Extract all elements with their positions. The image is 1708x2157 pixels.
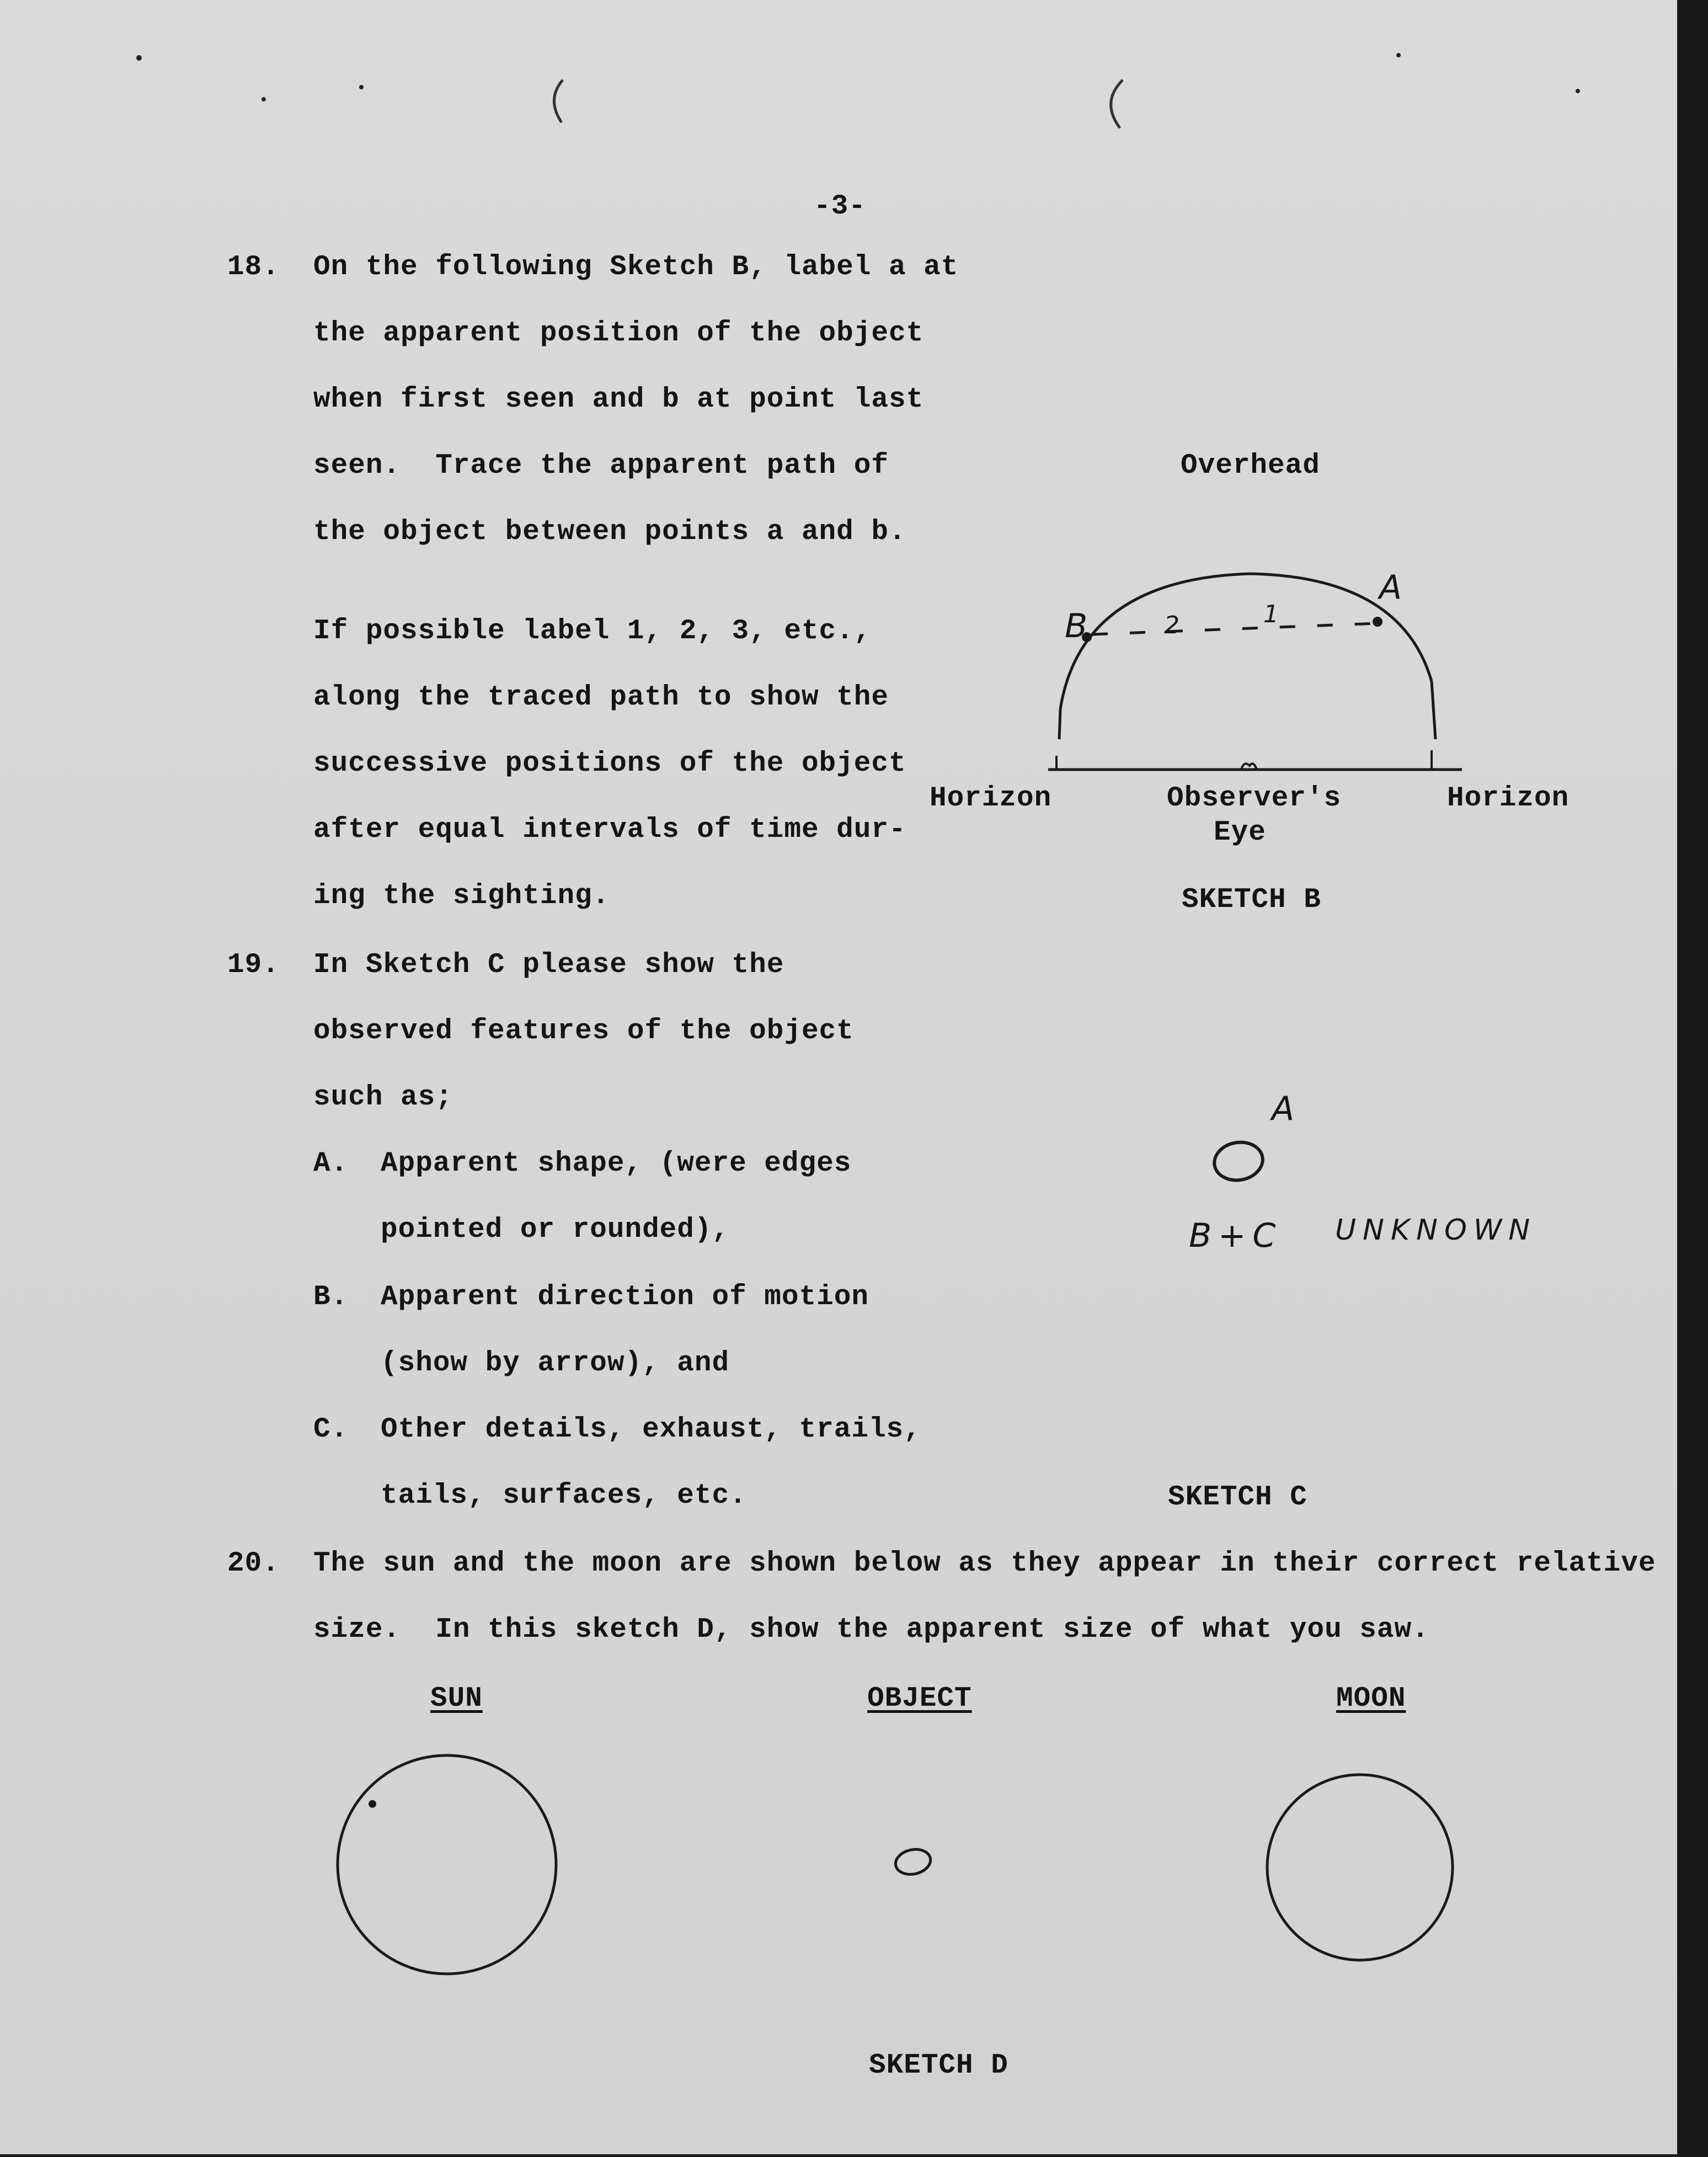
q18-para2-line-1: If possible label 1, 2, 3, etc., (313, 616, 872, 647)
q18-para2-line-2: along the traced path to show the (313, 682, 889, 713)
q18-line-4: seen. Trace the apparent path of (313, 450, 889, 482)
question-18-number: 18. (227, 252, 280, 283)
q19-item-b-letter: B. (313, 1282, 349, 1313)
q18-para2-line-4: after equal intervals of time dur- (313, 814, 906, 846)
page-number: -3- (814, 191, 866, 222)
sketch-b-hand-a: A (1379, 568, 1409, 607)
sketch-b-caption: SKETCH B (1182, 884, 1321, 916)
sketch-b-hand-1: 1 (1263, 600, 1285, 628)
moon-circle (1261, 1768, 1459, 1967)
q18-line-3: when first seen and b at point last (313, 384, 924, 415)
q20-line-2: size. In this sketch D, show the apparent size of what you saw. (313, 1614, 1429, 1646)
q19-item-c-letter: C. (313, 1414, 349, 1445)
scan-edge (1677, 0, 1708, 2157)
sketch-d-caption: SKETCH D (869, 2050, 1008, 2081)
q18-para2-line-5: ing the sighting. (313, 880, 610, 912)
object-path-dashed (1092, 623, 1376, 634)
point-a-dot (1373, 617, 1383, 627)
q19-line-3: such as; (313, 1082, 453, 1113)
q19-item-c-line-1: Other details, exhaust, trails, (381, 1414, 921, 1445)
sketch-c-hand-a: A (1272, 1090, 1301, 1128)
object-drawing-small (888, 1843, 938, 1881)
q19-item-b-line-2: (show by arrow), and (381, 1348, 730, 1379)
q19-line-1: In Sketch C please show the (313, 949, 784, 981)
q18-para2-line-3: successive positions of the object (313, 748, 906, 779)
sketch-c-hand-bc: B+C (1189, 1216, 1283, 1255)
q19-item-a-letter: A. (313, 1148, 349, 1179)
sketch-b-observer-label-eye: Eye (1214, 817, 1266, 848)
q18-line-5: the object between points a and b. (313, 516, 906, 548)
sketch-b-horizon-left: Horizon (930, 783, 1052, 814)
q20-line-1: The sun and the moon are shown below as they appear in their correct relative (313, 1548, 1656, 1579)
sketch-b-overhead-label: Overhead (1181, 450, 1320, 482)
sketch-c-object-drawing (1211, 1134, 1277, 1189)
q18-line-1: On the following Sketch B, label a at (313, 252, 959, 283)
q19-item-a-line-1: Apparent shape, (were edges (381, 1148, 852, 1179)
punch-hole-marks (0, 0, 1677, 165)
q19-item-a-line-2: pointed or rounded), (381, 1214, 730, 1246)
sketch-b-horizon-right: Horizon (1447, 783, 1570, 814)
q19-line-2: observed features of the object (313, 1016, 854, 1047)
sketch-c-hand-unknown: UNKNOWN (1335, 1214, 1537, 1247)
sky-dome-arc (1060, 574, 1432, 709)
question-19-number: 19. (227, 949, 280, 981)
question-20-number: 20. (227, 1548, 280, 1579)
q19-item-b-line-1: Apparent direction of motion (381, 1282, 869, 1313)
sketch-b-hand-2: 2 (1164, 611, 1186, 639)
sketch-c-caption: SKETCH C (1168, 1482, 1307, 1513)
q19-item-c-line-2: tails, surfaces, etc. (381, 1480, 747, 1512)
sketch-d-object-label: OBJECT (867, 1683, 972, 1715)
sketch-b-hand-b: B (1065, 607, 1095, 645)
sketch-d-moon-label: MOON (1336, 1683, 1406, 1715)
q18-line-2: the apparent position of the object (313, 318, 924, 349)
sun-circle (331, 1749, 563, 1980)
sketch-b-diagram (1037, 552, 1479, 783)
sketch-d-sun-label: SUN (430, 1683, 483, 1715)
sketch-b-observer-label: Observer's (1167, 783, 1342, 814)
